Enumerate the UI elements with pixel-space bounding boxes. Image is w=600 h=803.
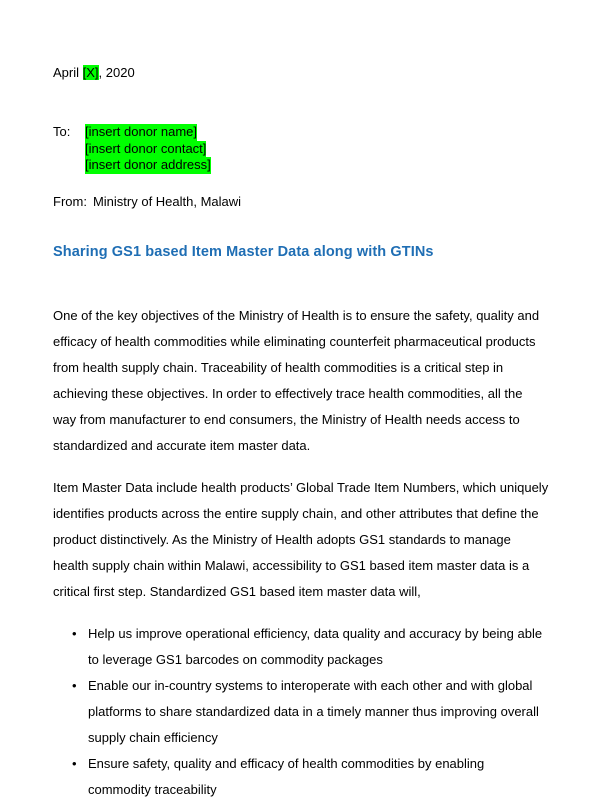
to-label: To:	[53, 124, 71, 139]
bullet-point-icon: •	[72, 756, 77, 771]
to-recipient-address: [insert donor address]	[85, 157, 211, 172]
to-recipient-contact: [insert donor contact]	[85, 140, 207, 156]
paragraph-2: Item Master Data include health products’ Global Trade Item Numbers, which uniquely identifies products across the entire supply chain, and other attributes that define the product distinctively. As the Ministry of Health adopts GS1 standards to manage health supply chain within Malawi, accessibility to GS1 based item master data is a critical first step. Standardized GS1 based item master data will,	[53, 480, 549, 599]
list-item	[53, 621, 549, 673]
from-label: From:	[53, 194, 87, 209]
page-title: Sharing GS1 based Item Master Data along with GTINs	[53, 244, 434, 260]
list-item-text: Ensure safety, quality and efficacy of health commodities by enabling commodity traceability	[88, 756, 485, 797]
from-line	[53, 193, 241, 211]
benefits-list	[53, 621, 549, 803]
from-value: Ministry of Health, Malawi	[92, 194, 242, 209]
date-prefix: April	[53, 65, 83, 80]
list-item	[53, 751, 549, 803]
list-item-text: Enable our in-country systems to interoperate with each other and with global platforms to share standardized data in a timely manner thus improving overall supply chain efficiency	[88, 678, 539, 745]
list-item	[53, 673, 549, 751]
date-line	[53, 64, 135, 82]
paragraph-1: One of the key objectives of the Ministry of Health is to ensure the safety, quality and efficacy of health commodities while eliminating counterfeit pharmaceutical products from health supply chain. Traceability of health commodities is a critical step in achieving these objectives. In order to effectively trace health commodities, all the way from manufacturer to end consumers, the Ministry of Health needs access to standardized and accurate item master data.	[53, 308, 540, 453]
date-placeholder-highlight: [X]	[82, 65, 99, 80]
bullet-point-icon: •	[72, 678, 77, 693]
to-recipient-list	[85, 124, 211, 174]
date-suffix: , 2020	[98, 65, 135, 80]
bullet-point-icon: •	[72, 626, 77, 641]
list-item-text: Help us improve operational efficiency, data quality and accuracy by being able to leverage GS1 barcodes on commodity packages	[88, 626, 543, 667]
to-block	[53, 124, 211, 174]
body-area	[53, 303, 549, 803]
to-recipient-name: [insert donor name]	[85, 124, 198, 139]
to-row	[53, 124, 211, 174]
